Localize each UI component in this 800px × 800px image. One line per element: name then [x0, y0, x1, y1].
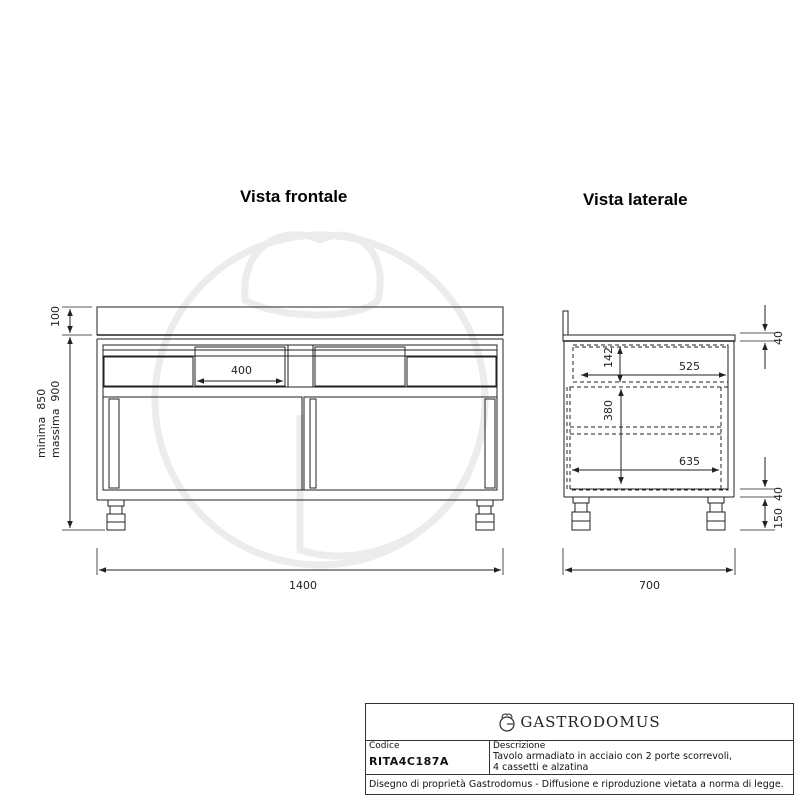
side-worktop [563, 335, 735, 341]
front-height-max-label: massima 900 [49, 380, 62, 458]
description-label: Descrizione [493, 741, 546, 751]
side-drawer [573, 345, 728, 382]
brand-logo-icon [498, 712, 516, 732]
brand-header [366, 704, 793, 741]
front-drawer-3 [315, 347, 405, 386]
code-value: RITA4C187A [369, 755, 449, 768]
front-drawer-1 [104, 357, 193, 386]
front-top-height-label: 100 [49, 306, 62, 327]
side-drawer-height-label: 142 [602, 347, 615, 368]
front-drawer-width-label: 400 [231, 364, 252, 377]
code-cell [366, 740, 490, 774]
side-top-height-label: 40 [772, 331, 785, 345]
side-total-depth-label: 700 [639, 579, 660, 592]
front-leg-left [108, 500, 124, 506]
front-total-width-label: 1400 [289, 579, 317, 592]
title-block [365, 703, 794, 795]
front-view-title: Vista frontale [240, 187, 348, 206]
side-shelf-depth-label: 635 [679, 455, 700, 468]
side-bottom-height-label: 40 [772, 487, 785, 501]
brand-name: GASTRODOMUS [520, 713, 661, 731]
side-view-drawing [563, 305, 775, 575]
side-leg-height-label: 150 [772, 508, 785, 529]
code-label: Codice [369, 741, 400, 751]
front-door-left [103, 397, 302, 490]
copyright-footer: Disegno di proprietà Gastrodomus - Diffusione e riproduzione vietata a norma di legge. [369, 779, 784, 790]
side-leg-left [573, 497, 589, 503]
front-leg-right [477, 500, 493, 506]
side-leg-right [708, 497, 724, 503]
side-upstand [563, 311, 568, 335]
description-cell [490, 740, 793, 774]
front-view-drawing [62, 307, 503, 575]
description-text [493, 751, 732, 773]
side-view-title: Vista laterale [583, 190, 688, 209]
front-height-min-label: minima 850 [35, 388, 48, 458]
side-drawer-depth-label: 525 [679, 360, 700, 373]
watermark-logo [155, 235, 485, 565]
code-description-row [366, 740, 793, 775]
side-cabinet-height-label: 380 [602, 400, 615, 421]
description-line-1: Tavolo armadiato in acciaio con 2 porte scorrevoli, [493, 751, 732, 762]
description-line-2: 4 cassetti e alzatina [493, 762, 589, 773]
